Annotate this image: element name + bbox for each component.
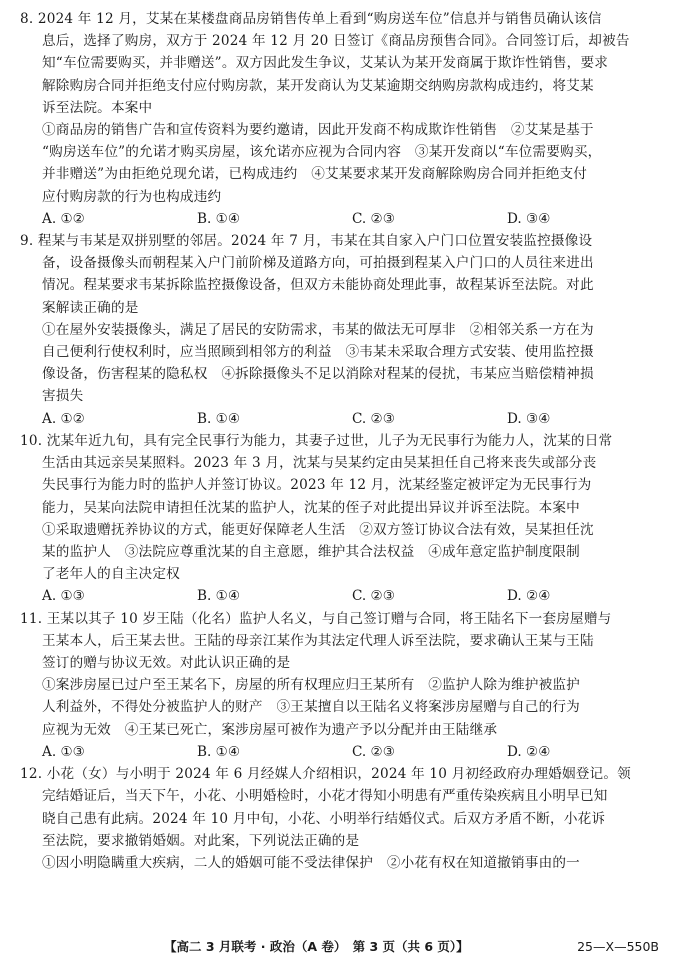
answer-option: D. ③④: [507, 210, 551, 227]
footer-code: 25—X—550B: [577, 939, 659, 954]
question-q8: [20, 8, 662, 230]
question-q11: [20, 608, 662, 764]
answer-option: B. ①④: [197, 743, 241, 760]
question-line: 失民事行为能力时的监护人并签订协议。2023 年 12 月，沈某经鉴定被评定为无民事行为: [42, 477, 592, 494]
question-q12: [20, 763, 662, 874]
answer-option: B. ①④: [197, 210, 241, 227]
question-line: 王某本人，后王某去世。王陆的母亲江某作为其法定代理人诉至法院，要求确认王某与王陆: [42, 632, 594, 649]
question-line: 应视为无效 ④王某已死亡，案涉房屋可被作为遗产予以分配并由王陆继承: [42, 721, 498, 738]
question-line: 12. 小花（女）与小明于 2024 年 6 月经媒人介绍相识，2024 年 10 月初经政府办理婚姻登记。领: [20, 766, 631, 783]
answer-option: C. ②③: [352, 743, 395, 760]
answer-options: [20, 741, 662, 763]
question-line: 生活由其远亲吴某照料。2023 年 3 月，沈某与吴某约定由吴某担任自己将来丧失或部分丧: [42, 455, 597, 472]
question-line: 解除购房合同并拒绝支付应付购房款，某开发商认为艾某逾期交纳购房款构成违约，将艾某: [42, 77, 594, 94]
question-line: 案解读正确的是: [42, 299, 139, 316]
question-line: 能力，吴某向法院申请担任沈某的监护人，沈某的侄子对此提出异议并诉至法院。本案中: [42, 499, 580, 516]
question-line: 至法院，要求撤销婚姻。对此案，下列说法正确的是: [42, 832, 360, 849]
question-line: 害损失: [42, 388, 84, 405]
question-line: 了老年人的自主决定权: [42, 566, 180, 583]
question-line: 9. 程某与韦某是双拼别墅的邻居。2024 年 7 月，韦某在其自家入户门口位置安装监控摄像设: [20, 233, 593, 250]
answer-options: [20, 585, 662, 607]
question-line: ①商品房的销售广告和宣传资料为要约邀请，因此开发商不构成欺诈性销售 ②艾某是基于: [42, 121, 594, 138]
answer-option: A. ①③: [42, 588, 85, 605]
question-q10: [20, 430, 662, 608]
question-line: ①在屋外安装摄像头，满足了居民的安防需求，韦某的做法无可厚非 ②相邻关系一方在为: [42, 321, 594, 338]
answer-option: D. ②④: [507, 588, 551, 605]
question-line: ①采取遗赠抚养协议的方式，能更好保障老人生活 ②双方签订协议合法有效，吴某担任沈: [42, 521, 594, 538]
answer-option: C. ②③: [352, 210, 395, 227]
question-line: ①案涉房屋已过户至王某名下，房屋的所有权理应归王某所有 ②监护人除为维护被监护: [42, 677, 580, 694]
question-line: 息后，选择了购房，双方于 2024 年 12 月 20 日签订《商品房预售合同》。合同签订后，却被告: [42, 33, 630, 50]
answer-option: D. ②④: [507, 743, 551, 760]
question-line: 某的监护人 ③法院应尊重沈某的自主意愿，维护其合法权益 ④成年意定监护制度限制: [42, 543, 580, 560]
answer-option: B. ①④: [197, 410, 241, 427]
question-line: “购房送车位”的允诺才购买房屋，该允诺亦应视为合同内容 ③某开发商以“车位需要购买，: [42, 144, 602, 161]
question-line: 人利益外，不得处分被监护人的财产 ③王某擅自以王陆名义将案涉房屋赠与自己的行为: [42, 699, 580, 716]
answer-option: A. ①③: [42, 743, 85, 760]
question-line: 知“车位需要购买，并非赠送”。双方因此发生争议，艾某认为某开发商属于欺诈性销售，要求: [42, 55, 609, 72]
question-line: 情况。程某要求韦某拆除监控摄像设备，但双方未能协商处理此事，故程某诉至法院。对此: [42, 277, 594, 294]
question-line: 备，设备摄像头而朝程某入户门前阶梯及道路方向，可拍摄到程某入户门口的人员往来进出: [42, 255, 594, 272]
answer-options: [20, 408, 662, 430]
answer-option: A. ①②: [42, 410, 85, 427]
answer-option: C. ②③: [352, 410, 395, 427]
question-line: 11. 王某以其子 10 岁王陆（化名）监护人名义，与自己签订赠与合同，将王陆名下一套房屋赠与: [20, 610, 612, 627]
question-q9: [20, 230, 662, 430]
question-line: 并非赠送”为由拒绝兑现允诺，已构成违约 ④艾某要求某开发商解除购房合同并拒绝支付: [42, 166, 588, 183]
question-line: ①因小明隐瞒重大疾病，二人的婚姻可能不受法律保护 ②小花有权在知道撤销事由的一: [42, 854, 580, 871]
question-line: 10. 沈某年近九旬，具有完全民事行为能力，其妻子过世，儿子为无民事行为能力人，沈某的日常: [20, 432, 613, 449]
question-line: 签订的赠与协议无效。对此认识正确的是: [42, 655, 291, 672]
question-line: 晓自己患有此病。2024 年 10 月中旬，小花、小明举行结婚仪式。后双方矛盾不断，小花诉: [42, 810, 606, 827]
page-footer: [0, 936, 677, 958]
question-line: 8. 2024 年 12 月，艾某在某楼盘商品房销售传单上看到“购房送车位”信息并与销售员确认该信: [20, 11, 602, 27]
footer-title: 【高二 3 月联考 · 政治（A 卷） 第 3 页（共 6 页）】: [164, 939, 469, 954]
answer-option: B. ①④: [197, 588, 241, 605]
answer-option: A. ①②: [42, 210, 85, 227]
question-line: 像设备，伤害程某的隐私权 ④拆除摄像头不足以消除对程某的侵扰，韦某应当赔偿精神损: [42, 366, 594, 383]
answer-option: C. ②③: [352, 588, 395, 605]
question-line: 诉至法院。本案中: [42, 99, 153, 116]
exam-page: [20, 8, 662, 874]
question-line: 完结婚证后，当天下午，小花、小明婚检时，小花才得知小明患有严重传染疾病且小明早已知: [42, 788, 608, 805]
question-line: 应付购房款的行为也构成违约: [42, 188, 222, 205]
answer-options: [20, 208, 662, 230]
question-line: 自己便利行使权利时，应当照顾到相邻方的利益 ③韦某未采取合理方式安装、使用监控摄: [42, 344, 594, 361]
answer-option: D. ③④: [507, 410, 551, 427]
